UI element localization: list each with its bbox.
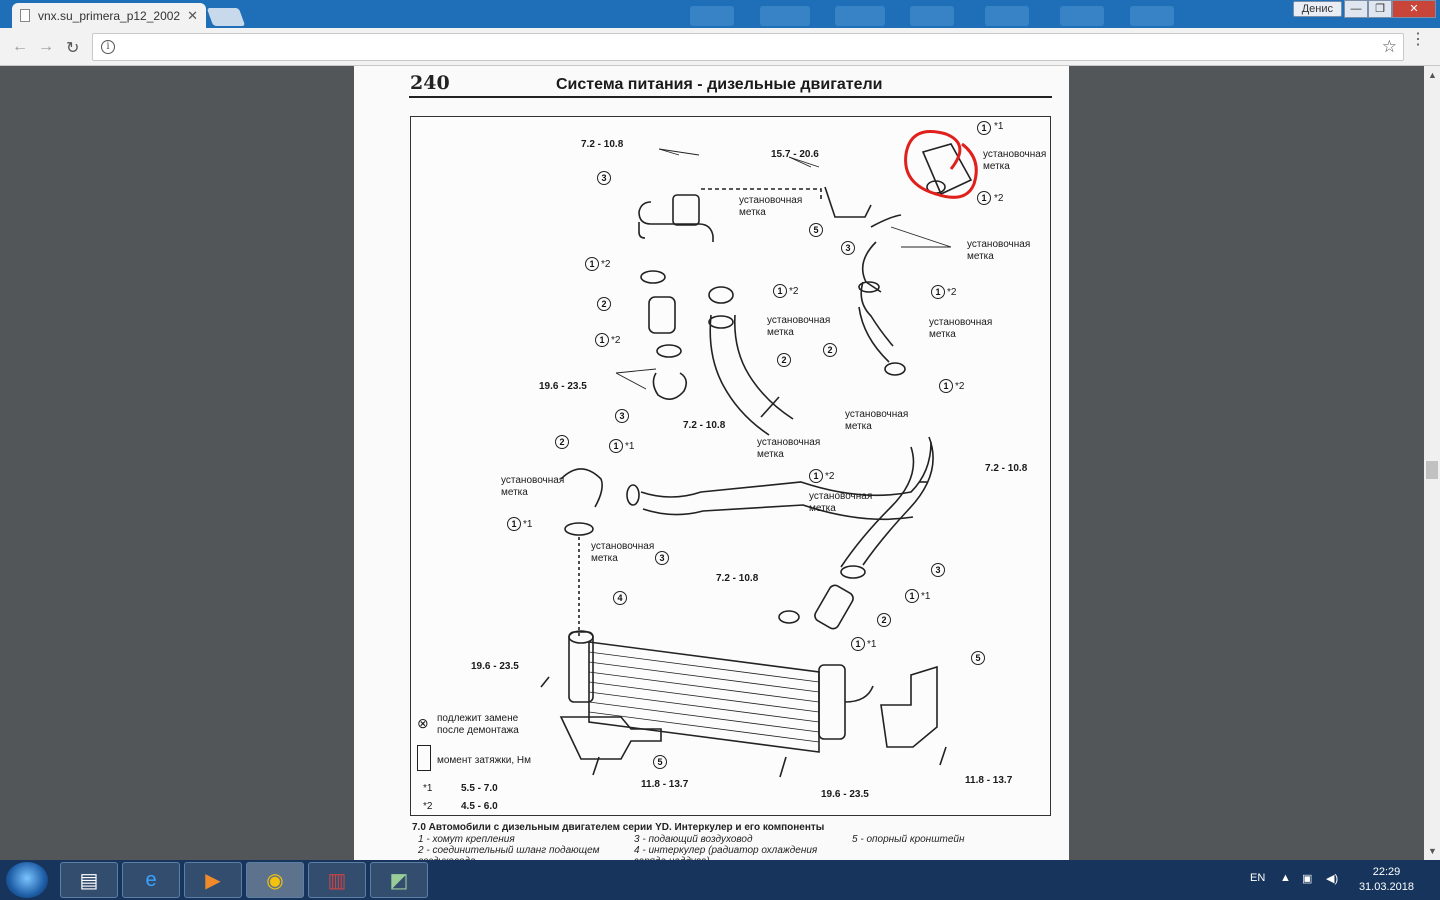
part-callout-1: 1 (809, 469, 823, 483)
close-window-button[interactable]: ✕ (1392, 0, 1436, 18)
minimize-button[interactable]: — (1344, 0, 1368, 18)
scroll-up-icon[interactable]: ▲ (1428, 70, 1437, 80)
system-clock[interactable] (1359, 865, 1414, 895)
part-callout-4: 4 (613, 591, 627, 605)
address-bar[interactable] (92, 33, 1404, 61)
browser-tab[interactable] (12, 3, 206, 28)
legend-item: 5 - опорный кронштейн (852, 834, 965, 845)
pdf-page (354, 66, 1069, 860)
mark-label: установочная метка (501, 475, 565, 498)
note-marker: *2 (611, 335, 621, 346)
torque-label: 7.2 - 10.8 (985, 463, 1028, 474)
blurred-window-thumb (910, 6, 954, 26)
note-marker: *1 (625, 441, 635, 452)
show-hidden-icons-icon[interactable]: ▲ (1280, 872, 1291, 884)
bracket-right (881, 667, 937, 747)
back-button[interactable]: ← (12, 38, 28, 55)
bracket-left (561, 717, 661, 759)
new-tab-button[interactable] (207, 8, 246, 26)
chrome-taskbar-icon[interactable]: ◉ (246, 862, 304, 898)
pdf-viewer (0, 66, 1424, 860)
part-callout-1: 1 (773, 284, 787, 298)
mark-label: установочная метка (739, 195, 803, 218)
note-marker: *2 (994, 193, 1004, 204)
torque-label: 15.7 - 20.6 (771, 149, 819, 160)
browser-toolbar (0, 28, 1440, 66)
part-callout-1: 1 (939, 379, 953, 393)
note-marker: *1 (523, 519, 533, 530)
mark-label: установочная метка (767, 315, 831, 338)
key-note-1-value: 5.5 - 7.0 (461, 783, 498, 794)
part-callout-2: 2 (877, 613, 891, 627)
torque-label: 11.8 - 13.7 (965, 775, 1013, 786)
part-callout-1: 1 (851, 637, 865, 651)
legend-item: 3 - подающий воздуховод (634, 834, 753, 845)
blurred-window-thumb (1060, 6, 1104, 26)
part-callout-1: 1 (595, 333, 609, 347)
part-callout-5: 5 (809, 223, 823, 237)
part-callout-3: 3 (615, 409, 629, 423)
mark-label: установочная метка (929, 317, 993, 340)
torque-label: 7.2 - 10.8 (716, 573, 759, 584)
note-marker: *2 (825, 471, 835, 482)
torque-symbol-icon (417, 745, 431, 771)
mark-label: установочная метка (983, 149, 1047, 172)
diagram-frame (410, 116, 1051, 816)
tab-close-icon[interactable]: ✕ (187, 7, 198, 23)
torque-label: 19.6 - 23.5 (821, 789, 869, 800)
scrollbar-thumb[interactable] (1426, 461, 1438, 479)
note-marker: *1 (994, 121, 1004, 132)
blurred-window-thumb (760, 6, 810, 26)
mark-label: установочная метка (809, 491, 873, 514)
part-callout-2: 2 (597, 297, 611, 311)
page-number: 240 (410, 72, 450, 94)
torque-label: 19.6 - 23.5 (471, 661, 519, 672)
network-icon[interactable]: ▣ (1302, 873, 1313, 885)
internet-explorer-taskbar-icon[interactable]: e (122, 862, 180, 898)
maximize-button[interactable]: ❐ (1368, 0, 1392, 18)
title-bar (0, 0, 1440, 28)
part-callout-1: 1 (609, 439, 623, 453)
part-callout-1: 1 (905, 589, 919, 603)
document-icon (20, 9, 30, 22)
pipe-top-left (639, 202, 713, 242)
part-callout-1: 1 (585, 257, 599, 271)
key-replace: подлежит замене после демонтажа (437, 713, 519, 736)
key-note-2-value: 4.5 - 6.0 (461, 801, 498, 812)
legend-item: 4 - интеркулер (радиатор охлаждения (634, 845, 818, 856)
blurred-window-thumb (690, 6, 734, 26)
mark-label: установочная метка (967, 239, 1031, 262)
key-note-2: *2 (423, 801, 433, 812)
torque-label: 7.2 - 10.8 (683, 420, 726, 431)
torque-label: 7.2 - 10.8 (581, 139, 624, 150)
browser-menu-button[interactable]: ⋮ (1410, 31, 1426, 48)
part-callout-1: 1 (977, 121, 991, 135)
blurred-window-thumb (835, 6, 885, 26)
key-note-1: *1 (423, 783, 433, 794)
page-title: Система питания - дизельные двигатели (556, 76, 883, 93)
windows-taskbar (0, 860, 1440, 900)
part-callout-1: 1 (931, 285, 945, 299)
app-taskbar-icon[interactable]: ◩ (370, 862, 428, 898)
clock-date: 31.03.2018 (1358, 881, 1414, 893)
start-button[interactable] (6, 862, 48, 898)
key-torque: момент затяжки, Нм (437, 755, 531, 766)
part-callout-3: 3 (841, 241, 855, 255)
legend-item: 2 - соединительный шланг подающем (418, 845, 600, 856)
torque-label: 19.6 - 23.5 (539, 381, 587, 392)
bookmark-star-icon[interactable]: ☆ (1381, 37, 1397, 56)
mark-label: установочная метка (845, 409, 909, 432)
figure-caption: 7.0 Автомобили с дизельным двигателем серии YD. Интеркулер и его компоненты (412, 822, 825, 833)
part-callout-2: 2 (555, 435, 569, 449)
vertical-scrollbar[interactable] (1424, 66, 1440, 860)
part-callout-5: 5 (653, 755, 667, 769)
note-marker: *1 (921, 591, 931, 602)
media-player-taskbar-icon[interactable]: ▶ (184, 862, 242, 898)
blurred-window-thumb (985, 6, 1029, 26)
note-marker: *2 (789, 286, 799, 297)
volume-icon[interactable]: ◀) (1326, 873, 1339, 885)
clock-time: 22:29 (1372, 866, 1401, 878)
reload-button[interactable]: ↻ (66, 40, 80, 57)
part-callout-1: 1 (507, 517, 521, 531)
part-callout-2: 2 (777, 353, 791, 367)
replace-symbol-icon: ⊗ (417, 715, 429, 731)
mark-label: установочная метка (757, 437, 821, 460)
hose-elbow (923, 144, 971, 194)
forward-button[interactable]: → (38, 38, 54, 55)
pipe-clamp (673, 195, 699, 225)
tab-title: vnx.su_primera_p12_2002 (38, 8, 181, 23)
scroll-down-icon[interactable]: ▼ (1428, 846, 1437, 856)
part-callout-3: 3 (655, 551, 669, 565)
part-callout-2: 2 (823, 343, 837, 357)
legend-item: 1 - хомут крепления (418, 834, 515, 845)
note-marker: *2 (947, 287, 957, 298)
part-callout-1: 1 (977, 191, 991, 205)
part-callout-5: 5 (971, 651, 985, 665)
red-annotation-circle (906, 132, 977, 198)
note-marker: *2 (955, 381, 965, 392)
blurred-window-thumb (1130, 6, 1174, 26)
language-indicator[interactable]: EN (1250, 872, 1266, 884)
note-marker: *1 (867, 639, 877, 650)
profile-user-button[interactable]: Денис (1293, 1, 1342, 17)
info-icon[interactable]: i (101, 40, 115, 54)
intercooler-diagram (411, 117, 1052, 817)
title-rule (409, 96, 1052, 98)
note-marker: *2 (601, 259, 611, 270)
mark-label: установочная метка (591, 541, 655, 564)
explorer-taskbar-icon[interactable]: ▤ (60, 862, 118, 898)
part-callout-3: 3 (597, 171, 611, 185)
torque-label: 11.8 - 13.7 (641, 779, 689, 790)
winrar-taskbar-icon[interactable]: ▥ (308, 862, 366, 898)
part-callout-3: 3 (931, 563, 945, 577)
